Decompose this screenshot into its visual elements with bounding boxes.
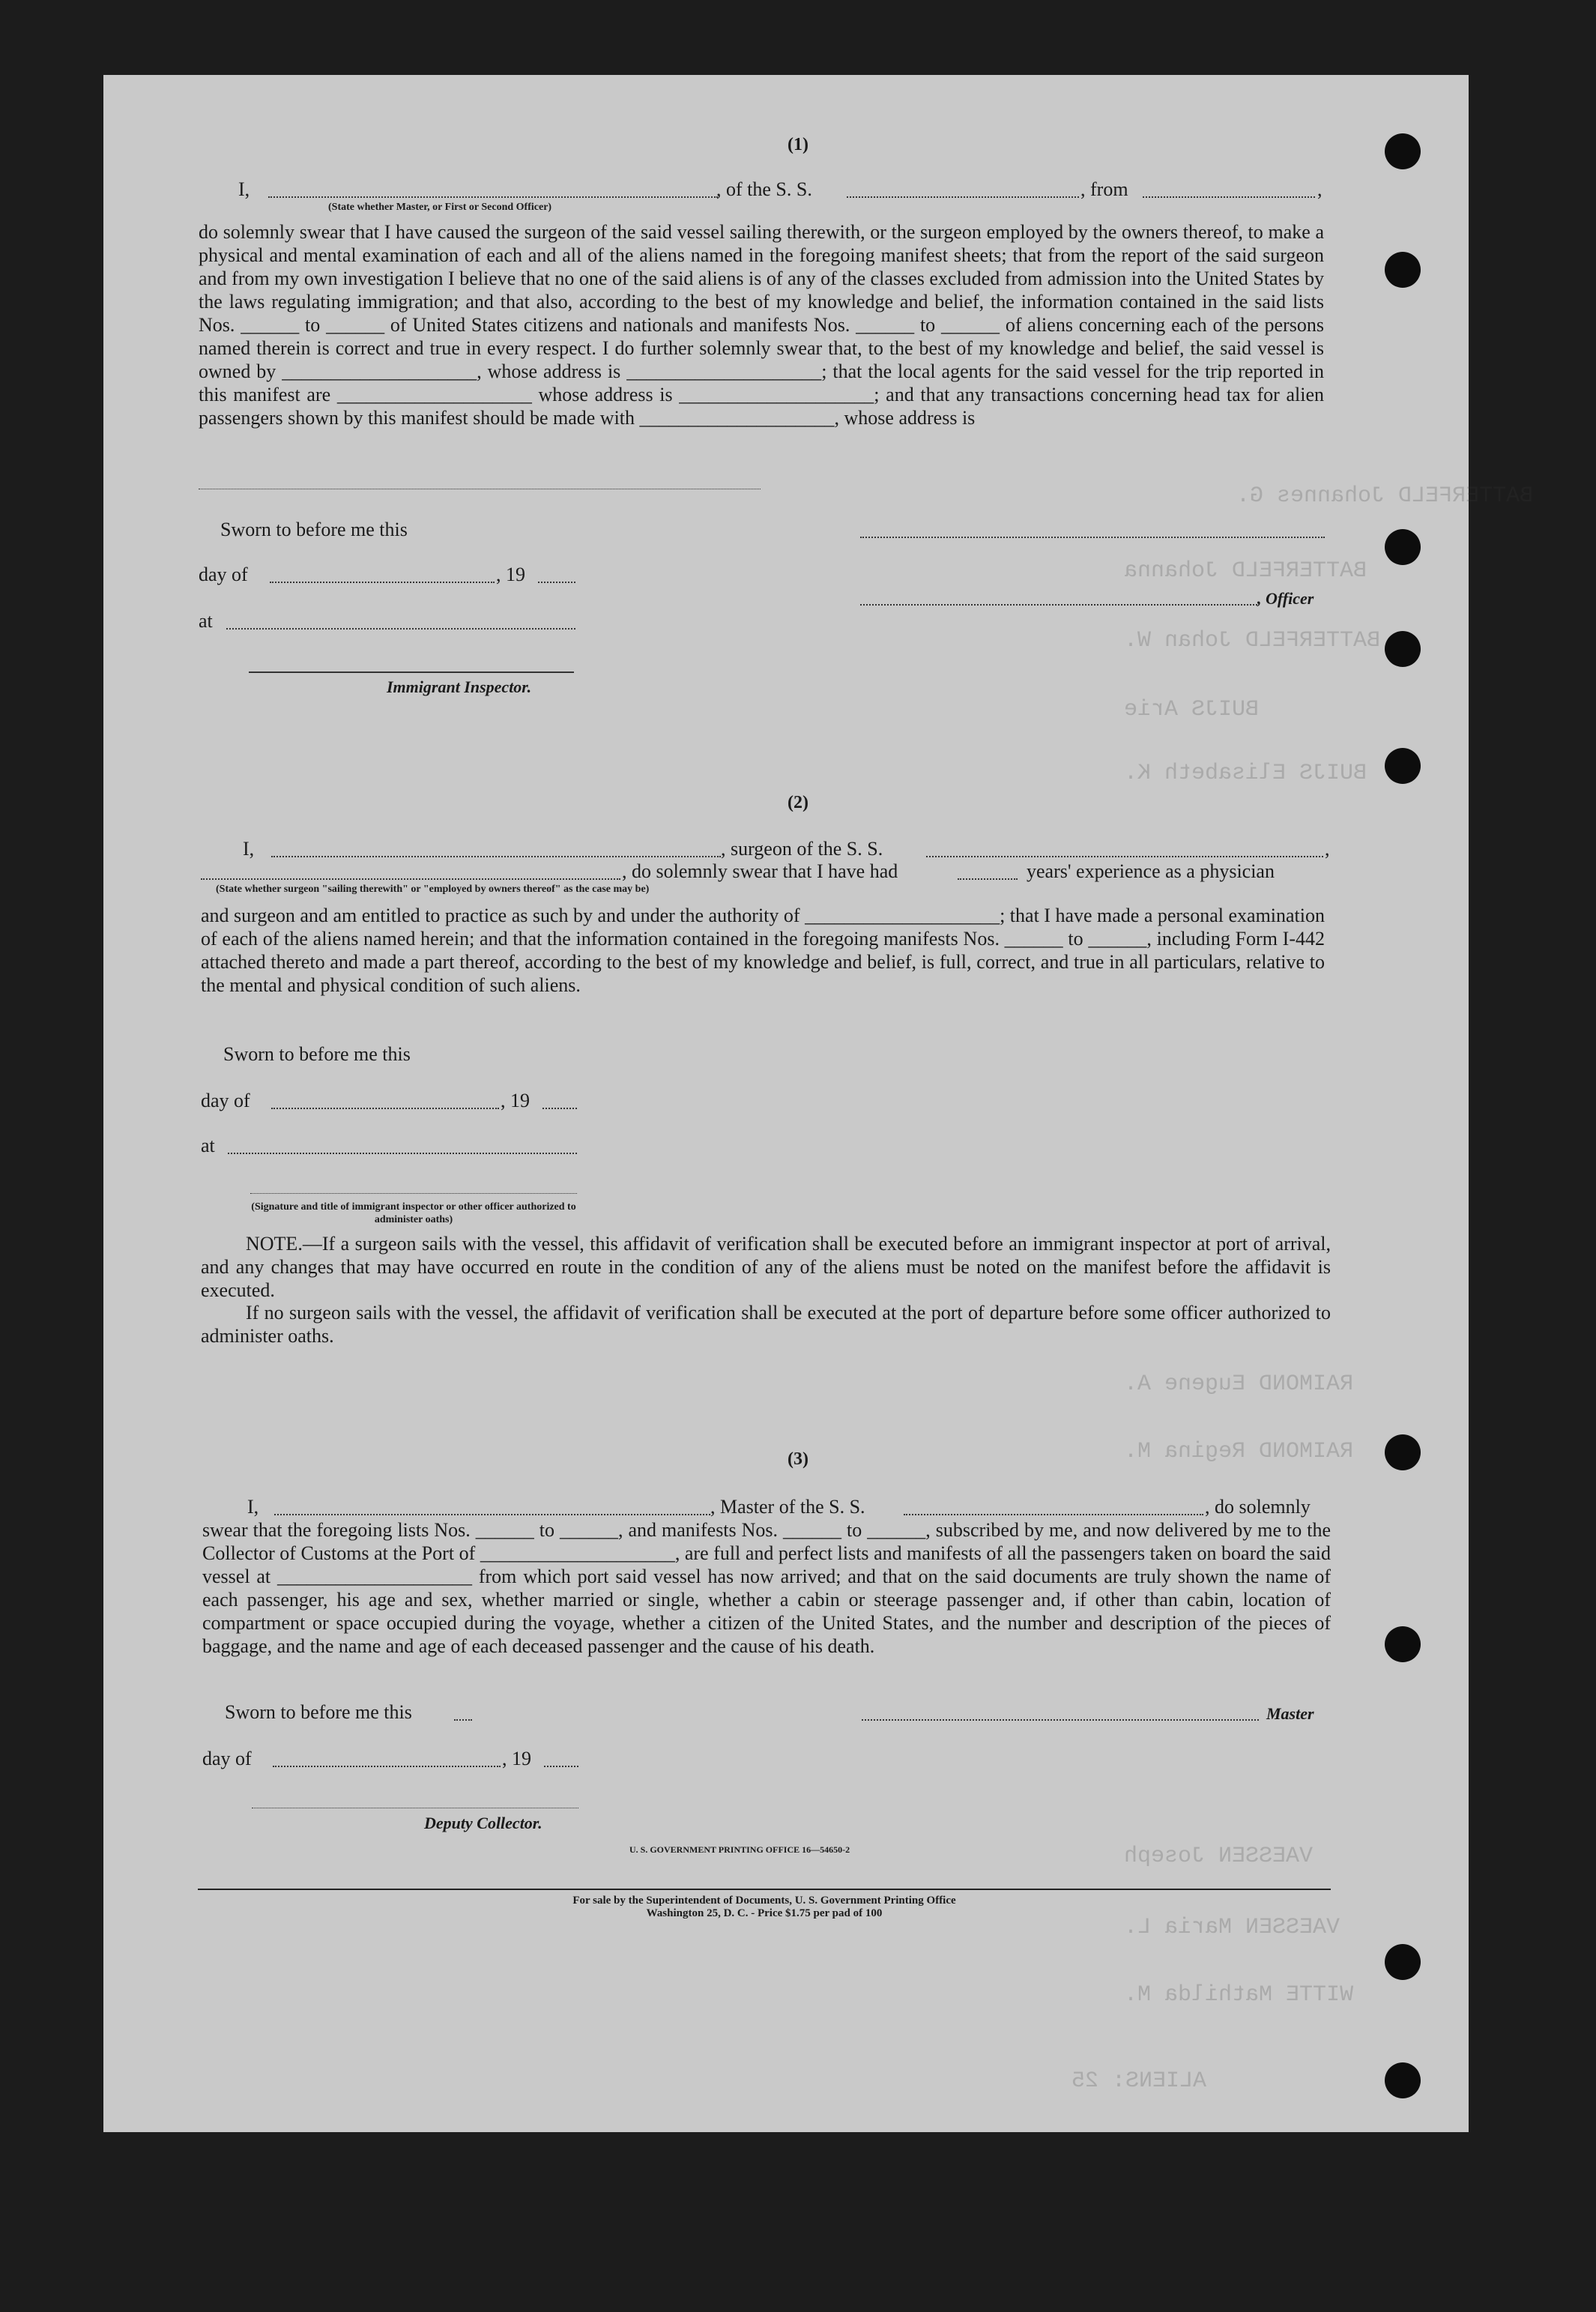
bleed-through-text: VAESSEN Maria L. bbox=[1124, 1915, 1340, 1940]
bleed-through-text: RAIMOND Regina M. bbox=[1124, 1439, 1354, 1464]
sec3-year-label: , 19 bbox=[502, 1748, 531, 1769]
section-1-number: (1) bbox=[788, 135, 808, 154]
bleed-through-text: VAESSEN Joseph bbox=[1124, 1844, 1314, 1869]
sec3-master-signature-line[interactable] bbox=[862, 1719, 1259, 1721]
sec3-sworn-label: Sworn to before me this bbox=[225, 1701, 412, 1723]
sec2-signature-note: (Signature and title of immigrant inspector or other officer authorized to administer oaths) bbox=[251, 1201, 576, 1225]
bleed-through-text: BATTERFELD Johanna bbox=[1124, 558, 1367, 584]
footer-sale-line-2: Washington 25, D. C. - Price $1.75 per pad of 100 bbox=[646, 1907, 883, 1919]
punch-hole bbox=[1385, 748, 1421, 784]
punch-hole bbox=[1385, 529, 1421, 565]
sec1-i-label: I, bbox=[238, 178, 250, 200]
sec2-surgeon-name-field[interactable] bbox=[271, 856, 721, 857]
bleed-through-text: WITTE Mathilda M. bbox=[1124, 1982, 1354, 2008]
sec1-inspector-label: Immigrant Inspector. bbox=[387, 677, 532, 696]
bleed-through-text: BATTERFELD Johan W. bbox=[1124, 628, 1381, 654]
sec1-day-field[interactable] bbox=[270, 582, 495, 583]
sec2-note-text: NOTE.—If a surgeon sails with the vessel, this affidavit of verification shall be executed before an immigrant inspector at port of arrival, and any changes that may have occurred en route in the condition of any of the aliens must be noted on the manifest before the affidavit is executed. bbox=[201, 1233, 1331, 1301]
sec3-oath-text: swear that the foregoing lists Nos. ______ to ______, and manifests Nos. ______ to ______, subscribed by me, and now delivered by me to the Collector of Customs at the Port of ____________________, are full and perfect lists and manifests of all the passengers taken on board the said vessel at ____________________ from which port said vessel has now arrived; and that on the said documents are truly shown the name of each passenger, his age and sex, whether married or single, whether a cabin or steerage passenger and, if other than cabin, location of compartment or space occupied during the voyage, whether a citizen of the United States, and the number and description of the pieces of baggage, and the name and age of each deceased passenger and the cause of his death. bbox=[202, 1519, 1331, 1657]
sec3-master-of-label: , Master of the S. S. bbox=[710, 1496, 865, 1518]
sec3-i-label: I, bbox=[247, 1496, 259, 1518]
sec1-oath-text: do solemnly swear that I have caused the surgeon of the said vessel sailing therewith, or the surgeon employed by the owners thereof, to make a physical and mental examination of each and all of the aliens named in the foregoing manifest sheets; that from the report of the said surgeon and from my own investigation I believe that no one of the said aliens is of any of the classes excluded from admission into the United States by the laws regulating immigration; and that also, according to the best of my knowledge and belief, the information contained in the said lists Nos. ______ to ______ of United States citizens and nationals and manifests Nos. ______ to ______ of aliens concerning each of the persons named therein is correct and true in every respect. I do further solemnly swear that, to the best of my knowledge and belief, the said vessel is owned by ____________________, whose address is ____________________; that the local agents for the said vessel for the trip reported in this manifest are ____________________ whose address is ____________________; and that any transactions concerning head tax for alien passengers shown by this manifest should be made with ____________________, whose address is bbox=[199, 221, 1324, 429]
bleed-through-text: RAIMOND Eugene A. bbox=[1124, 1371, 1354, 1397]
sec2-note-paragraph bbox=[201, 1232, 1331, 1302]
sec2-i-label: I, bbox=[243, 838, 255, 860]
sec2-swear-label: , do solemnly swear that I have had bbox=[622, 860, 898, 882]
sec3-vessel-name-field[interactable] bbox=[904, 1514, 1203, 1515]
sec3-year-field[interactable] bbox=[544, 1766, 578, 1767]
bleed-through-text: BUIJS Elisabeth K. bbox=[1124, 761, 1367, 786]
sec1-year-field[interactable] bbox=[538, 582, 575, 583]
sec2-at-field[interactable] bbox=[228, 1153, 577, 1154]
section-2-number: (2) bbox=[788, 793, 808, 812]
sec1-sworn-label: Sworn to before me this bbox=[220, 519, 408, 540]
sec1-vessel-name-field[interactable] bbox=[847, 196, 1079, 198]
sec1-officer-signature-line-1[interactable] bbox=[860, 537, 1325, 538]
sec2-day-of-label: day of bbox=[201, 1090, 250, 1111]
sec2-comma: , bbox=[1325, 838, 1330, 860]
sec3-day-field[interactable] bbox=[273, 1766, 501, 1767]
sec2-sworn-label: Sworn to before me this bbox=[223, 1043, 411, 1065]
sec1-comma: , bbox=[1317, 178, 1323, 200]
punch-hole bbox=[1385, 1944, 1421, 1980]
bleed-through-text: BATTERFELD Johannes G. bbox=[1236, 483, 1534, 509]
sec2-surgeon-of-label: , surgeon of the S. S. bbox=[721, 838, 883, 860]
sec2-signature-line[interactable] bbox=[250, 1193, 577, 1194]
footer-rule bbox=[198, 1889, 1331, 1890]
sec2-vessel-name-field[interactable] bbox=[926, 856, 1323, 857]
sec2-day-field[interactable] bbox=[271, 1108, 499, 1109]
sec3-do-solemnly-label: , do solemnly bbox=[1205, 1496, 1311, 1518]
sec1-at-label: at bbox=[199, 610, 213, 632]
sec2-capacity-note: (State whether surgeon "sailing therewith" or "employed by owners thereof" as the case may be) bbox=[216, 884, 650, 895]
punch-hole bbox=[1385, 1626, 1421, 1662]
sec1-at-field[interactable] bbox=[226, 628, 575, 630]
gpo-imprint: U. S. GOVERNMENT PRINTING OFFICE 16—54650-2 bbox=[629, 1844, 850, 1855]
sec1-from-label: , from bbox=[1080, 178, 1128, 200]
sec1-officer-label: , Officer bbox=[1257, 589, 1314, 608]
sec2-years-label: years' experience as a physician bbox=[1027, 860, 1275, 882]
sec1-inspector-signature-line[interactable] bbox=[249, 671, 574, 673]
bleed-through-text: BUIJS Arie bbox=[1124, 697, 1260, 722]
sec2-capacity-field[interactable] bbox=[201, 878, 620, 880]
sec2-at-label: at bbox=[201, 1135, 215, 1156]
sec2-year-field[interactable] bbox=[542, 1108, 577, 1109]
sec1-day-of-label: day of bbox=[199, 564, 248, 585]
sec2-year-label: , 19 bbox=[501, 1090, 530, 1111]
section-3-number: (3) bbox=[788, 1449, 808, 1469]
sec2-note-text-2: If no surgeon sails with the vessel, the affidavit of verification shall be executed at the port of departure before some officer authorized to administer oaths. bbox=[201, 1302, 1331, 1347]
sec3-master-name-field[interactable] bbox=[274, 1514, 710, 1515]
sec2-years-field[interactable] bbox=[958, 878, 1018, 880]
sec2-oath-text: and surgeon and am entitled to practice as such by and under the authority of ____________________; that I have made a personal examination of each of the aliens named herein; and that the information contained in the foregoing manifests Nos. ______ to ______, including Form I-442 attached thereto and made a part thereof, according to the best of my knowledge and belief, is full, correct, and true in all particulars, relative to the mental and physical condition of such aliens. bbox=[201, 905, 1325, 996]
sec1-role-note: (State whether Master, or First or Second Officer) bbox=[328, 202, 552, 213]
punch-hole bbox=[1385, 252, 1421, 288]
sec1-year-label: , 19 bbox=[496, 564, 525, 585]
sec1-officer-signature-line-2[interactable] bbox=[860, 604, 1257, 606]
bleed-through-text: ALIENS: 25 bbox=[1071, 2068, 1207, 2094]
sec3-master-label: Master bbox=[1266, 1704, 1314, 1723]
punch-hole bbox=[1385, 631, 1421, 667]
sec3-sworn-field[interactable] bbox=[454, 1719, 472, 1721]
sec3-day-of-label: day of bbox=[202, 1748, 252, 1769]
sec1-officer-name-field[interactable] bbox=[268, 196, 718, 198]
sec1-of-ss-label: , of the S. S. bbox=[716, 178, 812, 200]
sec2-note-paragraph-2 bbox=[201, 1301, 1331, 1347]
sec1-from-port-field[interactable] bbox=[1143, 196, 1315, 198]
punch-hole bbox=[1385, 2062, 1421, 2098]
footer-sale-line-1: For sale by the Superintendent of Documents, U. S. Government Printing Office bbox=[572, 1895, 956, 1907]
sec3-deputy-label: Deputy Collector. bbox=[424, 1814, 542, 1832]
